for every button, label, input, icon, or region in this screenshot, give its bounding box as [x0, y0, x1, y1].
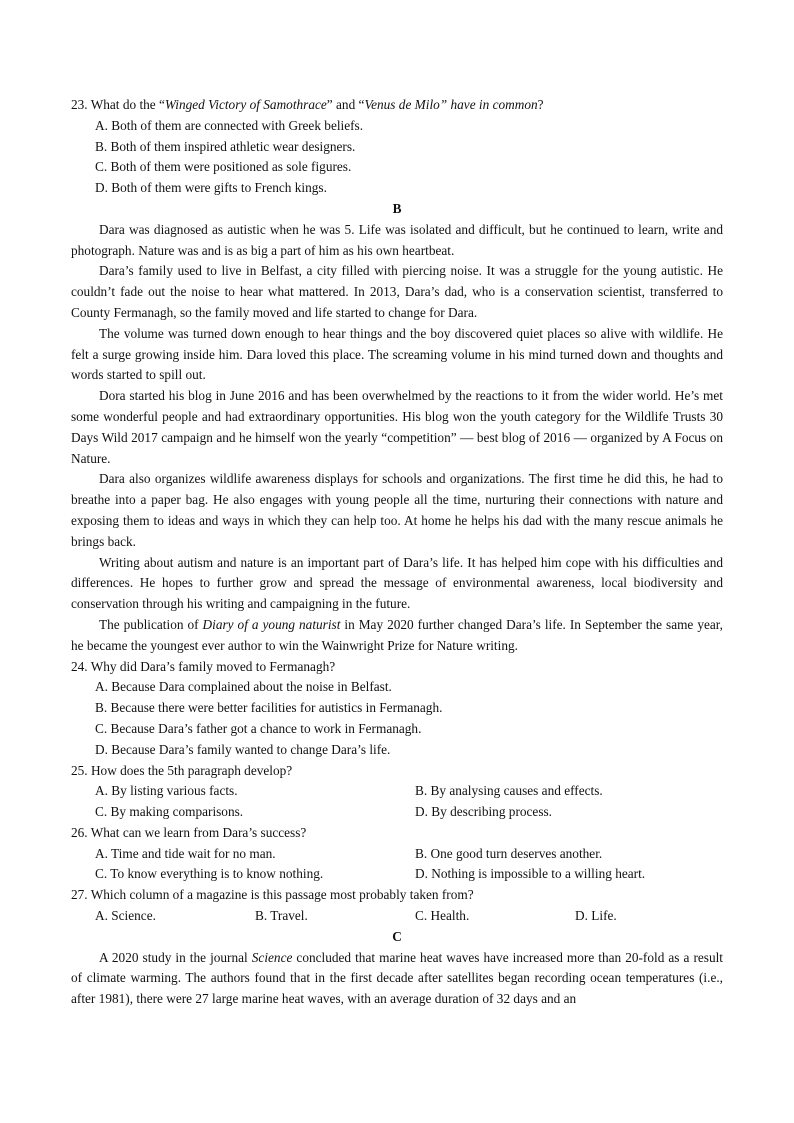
exam-page — [71, 95, 723, 1010]
passage-b-paragraph-6: Writing about autism and nature is an important part of Dara’s life. It has helped him cope with his difficulties and differences. He hopes to further grow and spread the message of environmental awareness, local biodiversity and conservation through his writing and campaigning in the future. — [71, 554, 723, 612]
question-25-option-d: D. By describing process. — [415, 804, 553, 820]
question-26-option-b: B. One good turn deserves another. — [415, 845, 603, 861]
question-25-options-row-2 — [95, 802, 723, 823]
question-26-stem: 26. What can we learn from Dara’s success? — [71, 824, 307, 840]
passage-b-paragraph-3: The volume was turned down enough to hear things and the boy discovered quiet places so alive with wildlife. He felt a surge growing inside him. Dara loved this place. The screaming volume in his mind turned down and thoughts and words started to spill out. — [71, 325, 723, 383]
question-26-option-c: C. To know everything is to know nothing. — [95, 866, 324, 882]
section-b-heading: B — [392, 200, 402, 216]
passage-b-paragraph-4: Dora started his blog in June 2016 and has been overwhelmed by the reactions to it from the wider world. He’s met some wonderful people and had extraordinary opportunities. His blog won the youth category for the Wildlife Trusts 30 Days Wild 2017 campaign and he himself won the yearly “competition” — best blog of 2016 — organized by A Focus on Nature. — [71, 388, 723, 466]
question-23-option-b: B. Both of them inspired athletic wear designers. — [95, 138, 356, 154]
question-25-options-row-1 — [95, 781, 723, 802]
passage-b-paragraph-1: Dara was diagnosed as autistic when he was 5. Life was isolated and difficult, but he continued to learn, write and photograph. Nature was and is as big a part of him as his own heartbeat. — [71, 221, 723, 258]
question-25-option-a: A. By listing various facts. — [95, 783, 238, 799]
question-23-option-d: D. Both of them were gifts to French kings. — [95, 180, 327, 196]
passage-c-paragraph-1: A 2020 study in the journal Science concluded that marine heat waves have increased more than 20-fold as a result of climate warming. The authors found that in the first decade after satellites began recording ocean temperatures (i.e., after 1981), there were 27 large marine heat waves, with an average duration of 32 days and an — [71, 949, 723, 1007]
question-27-option-c: C. Health. — [415, 908, 470, 924]
question-26-options-row-2 — [95, 864, 723, 885]
question-24-option-c: C. Because Dara’s father got a chance to work in Fermanagh. — [95, 720, 422, 736]
passage-b-paragraph-7: The publication of Diary of a young naturist in May 2020 further changed Dara’s life. In September the same year, he became the youngest ever author to win the Wainwright Prize for Nature writing. — [71, 616, 723, 653]
question-23-option-c: C. Both of them were positioned as sole figures. — [95, 159, 352, 175]
question-27-option-b: B. Travel. — [255, 908, 308, 924]
question-23-stem: 23. What do the “Winged Victory of Samothrace” and “Venus de Milo” have in common? — [71, 97, 544, 112]
question-25-stem: 25. How does the 5th paragraph develop? — [71, 762, 293, 778]
question-25-option-c: C. By making comparisons. — [95, 804, 244, 820]
question-27-options-row — [95, 906, 723, 927]
question-24-stem: 24. Why did Dara’s family moved to Fermanagh? — [71, 658, 336, 674]
question-25-option-b: B. By analysing causes and effects. — [415, 783, 603, 799]
section-c-heading: C — [392, 928, 402, 944]
passage-b-paragraph-5: Dara also organizes wildlife awareness displays for schools and organizations. The first time he did this, he had to breathe into a paper bag. He also engages with young people all the time, nurturing their connections with nature and exposing them to ideas and ways in which they can help too. At home he helps his dad with the many rescue animals he brings back. — [71, 471, 723, 549]
question-27-stem: 27. Which column of a magazine is this passage most probably taken from? — [71, 887, 474, 903]
question-26-option-a: A. Time and tide wait for no man. — [95, 845, 276, 861]
question-24-option-d: D. Because Dara’s family wanted to change Dara’s life. — [95, 741, 391, 757]
question-24-option-a: A. Because Dara complained about the noise in Belfast. — [95, 679, 392, 695]
question-26-options-row-1 — [95, 844, 723, 865]
question-24-option-b: B. Because there were better facilities for autistics in Fermanagh. — [95, 700, 443, 716]
question-27-option-d: D. Life. — [575, 908, 617, 924]
question-23-option-a: A. Both of them are connected with Greek beliefs. — [95, 117, 364, 133]
question-27-option-a: A. Science. — [95, 908, 156, 924]
passage-b-paragraph-2: Dara’s family used to live in Belfast, a city filled with piercing noise. It was a struggle for the young autistic. He couldn’t fade out the noise to hear what mattered. In 2013, Dara’s dad, who is a conservation scientist, transferred to County Fermanagh, so the family moved and life started to change for Dara. — [71, 263, 723, 320]
question-26-option-d: D. Nothing is impossible to a willing heart. — [415, 866, 646, 882]
